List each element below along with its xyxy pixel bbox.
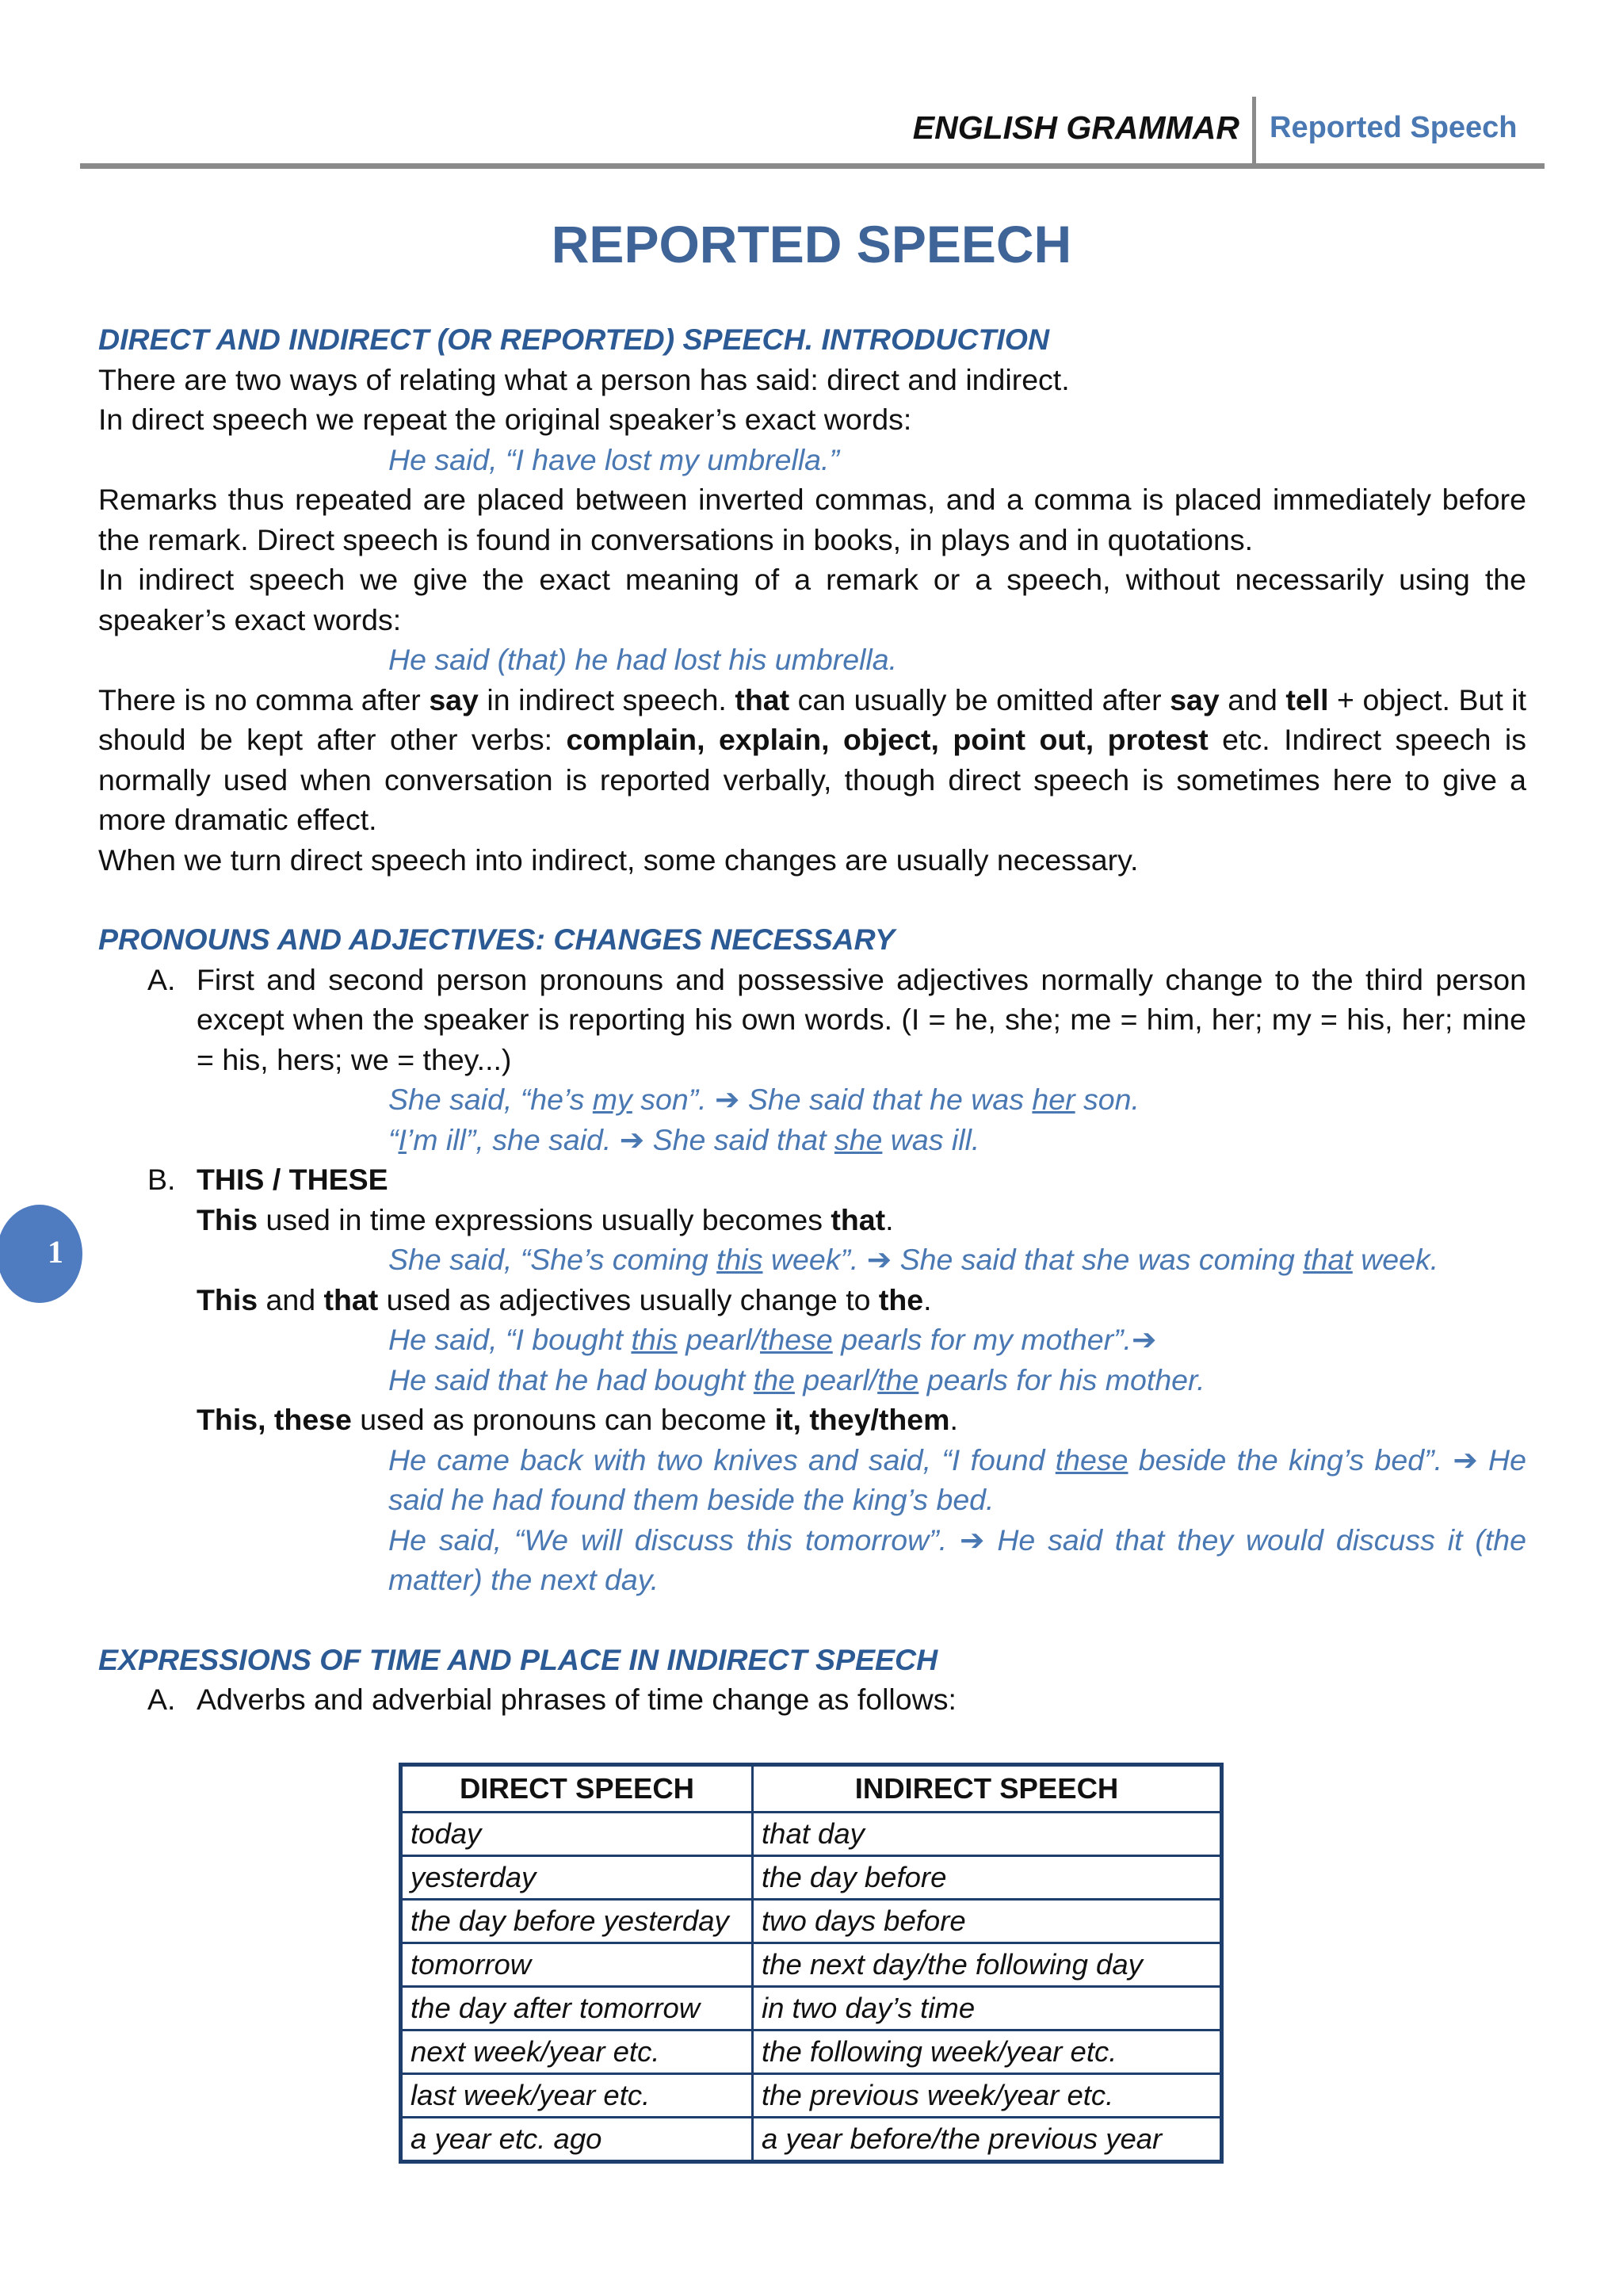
paragraph: This and that used as adjectives usually change to the. [197,1282,932,1316]
example: She said, “She’s coming this week”. ➔ She said that she was coming that week. [388,1243,1439,1276]
example: He said, “I bought this pearl/these pearls for my mother”.➔ [388,1323,1157,1356]
header-title: ENGLISH GRAMMAR [912,109,1239,146]
table-row [401,1856,1222,1900]
list-item-text: First and second person pronouns and possessive adjectives normally change to the third person except when the speaker is reporting his own words. (I = he, she; me = him, her; my = his, her; mine = his, hers; we = they...) [197,962,1526,1076]
paragraph: There is no comma after say in indirect speech. that can usually be omitted after say and tell + object. But it should be kept after other verbs: complain, explain, object, point out, protest etc. Indirect speech is normally used when conversation is reported verbally, though direct speech is sometimes here to give a more dramatic effect. [98,682,1526,836]
list-marker: A. [147,1683,176,1716]
table-cell: the day before yesterday [401,1900,753,1943]
table-cell: the following week/year etc. [753,2030,1222,2074]
header-subtitle: Reported Speech [1270,111,1518,144]
list-item-text: Adverbs and adverbial phrases of time change as follows: [197,1683,957,1716]
table-header-row [401,1765,1222,1813]
example: He said (that) he had lost his umbrella. [388,643,897,676]
section-heading-time-place: EXPRESSIONS OF TIME AND PLACE IN INDIRECT SPEECH [98,1642,938,1676]
arrow-right-icon: ➔ [715,1083,740,1116]
table-cell: in two day’s time [753,1987,1222,2030]
arrow-right-icon: ➔ [619,1122,645,1156]
header-rule [80,163,1545,169]
header-separator [1252,97,1256,166]
paragraph: When we turn direct speech into indirect, some changes are usually necessary. [98,842,1139,877]
table-cell: the next day/the following day [753,1943,1222,1987]
arrow-right-icon: ➔ [1131,1323,1157,1356]
table-cell: tomorrow [401,1943,753,1987]
table-cell: a year etc. ago [401,2118,753,2162]
example: “I’m ill”, she said. ➔ She said that she was ill. [388,1122,980,1156]
section-heading-pronouns: PRONOUNS AND ADJECTIVES: CHANGES NECESSARY [98,923,896,956]
page-number-badge [0,1205,82,1303]
paragraph: In indirect speech we give the exact meaning of a remark or a speech, without necessarily using the speaker’s exact words: [98,563,1526,636]
table-cell: the day after tomorrow [401,1987,753,2030]
document-body [98,319,1526,1720]
paragraph: There are two ways of relating what a person has said: direct and indirect. [98,362,1070,396]
example: He said, “I have lost my umbrella.” [388,442,839,476]
table-cell: the previous week/year etc. [753,2074,1222,2118]
table-header-indirect: INDIRECT SPEECH [753,1765,1222,1813]
list-marker: A. [147,962,176,996]
table-row [401,2074,1222,2118]
table-row [401,2030,1222,2074]
arrow-right-icon: ➔ [960,1522,985,1557]
table-row [401,2118,1222,2162]
list-marker: B. [147,1163,176,1196]
table-row [401,1943,1222,1987]
example: He said that he had bought the pearl/the pearls for his mother. [388,1362,1205,1396]
table-cell: that day [753,1813,1222,1856]
paragraph: This, these used as pronouns can become it, they/them. [197,1403,958,1436]
arrow-right-icon: ➔ [1453,1442,1478,1477]
paragraph: This used in time expressions usually becomes that. [197,1202,894,1236]
page-title: REPORTED SPEECH [551,215,1072,273]
table-cell: last week/year etc. [401,2074,753,2118]
paragraph: In direct speech we repeat the original speaker’s exact words: [98,403,912,436]
table-cell: two days before [753,1900,1222,1943]
list-item-a [98,960,1526,1080]
example: She said, “he’s my son”. ➔ She said that he was her son. [388,1083,1140,1116]
example: He said, “We will discuss this tomorrow”. ➔ He said that they would discuss it (the matter) the next day. [388,1522,1526,1596]
table-cell: next week/year etc. [401,2030,753,2074]
table-cell: today [401,1813,753,1856]
table-row [401,1987,1222,2030]
table-cell: yesterday [401,1856,753,1900]
paragraph: Remarks thus repeated are placed between inverted commas, and a comma is placed immediately before the remark. Direct speech is found in conversations in books, in plays and in quotations. [98,483,1526,556]
list-item-a [98,1679,1526,1720]
table-header-direct: DIRECT SPEECH [401,1765,753,1813]
table-row [401,1813,1222,1856]
list-item-b [98,1159,1526,1200]
table-row [401,1900,1222,1943]
section-heading-intro: DIRECT AND INDIRECT (OR REPORTED) SPEECH. INTRODUCTION [98,323,1050,356]
page-number: 1 [48,1234,63,1270]
arrow-right-icon: ➔ [866,1243,892,1276]
example: He came back with two knives and said, “I found these beside the king’s bed”. ➔ He said he had found them beside the king’s bed. [388,1442,1526,1516]
table-cell: a year before/the previous year [753,2118,1222,2162]
table-cell: the day before [753,1856,1222,1900]
list-item-title: THIS / THESE [197,1163,388,1196]
time-expressions-table [399,1763,1224,2164]
